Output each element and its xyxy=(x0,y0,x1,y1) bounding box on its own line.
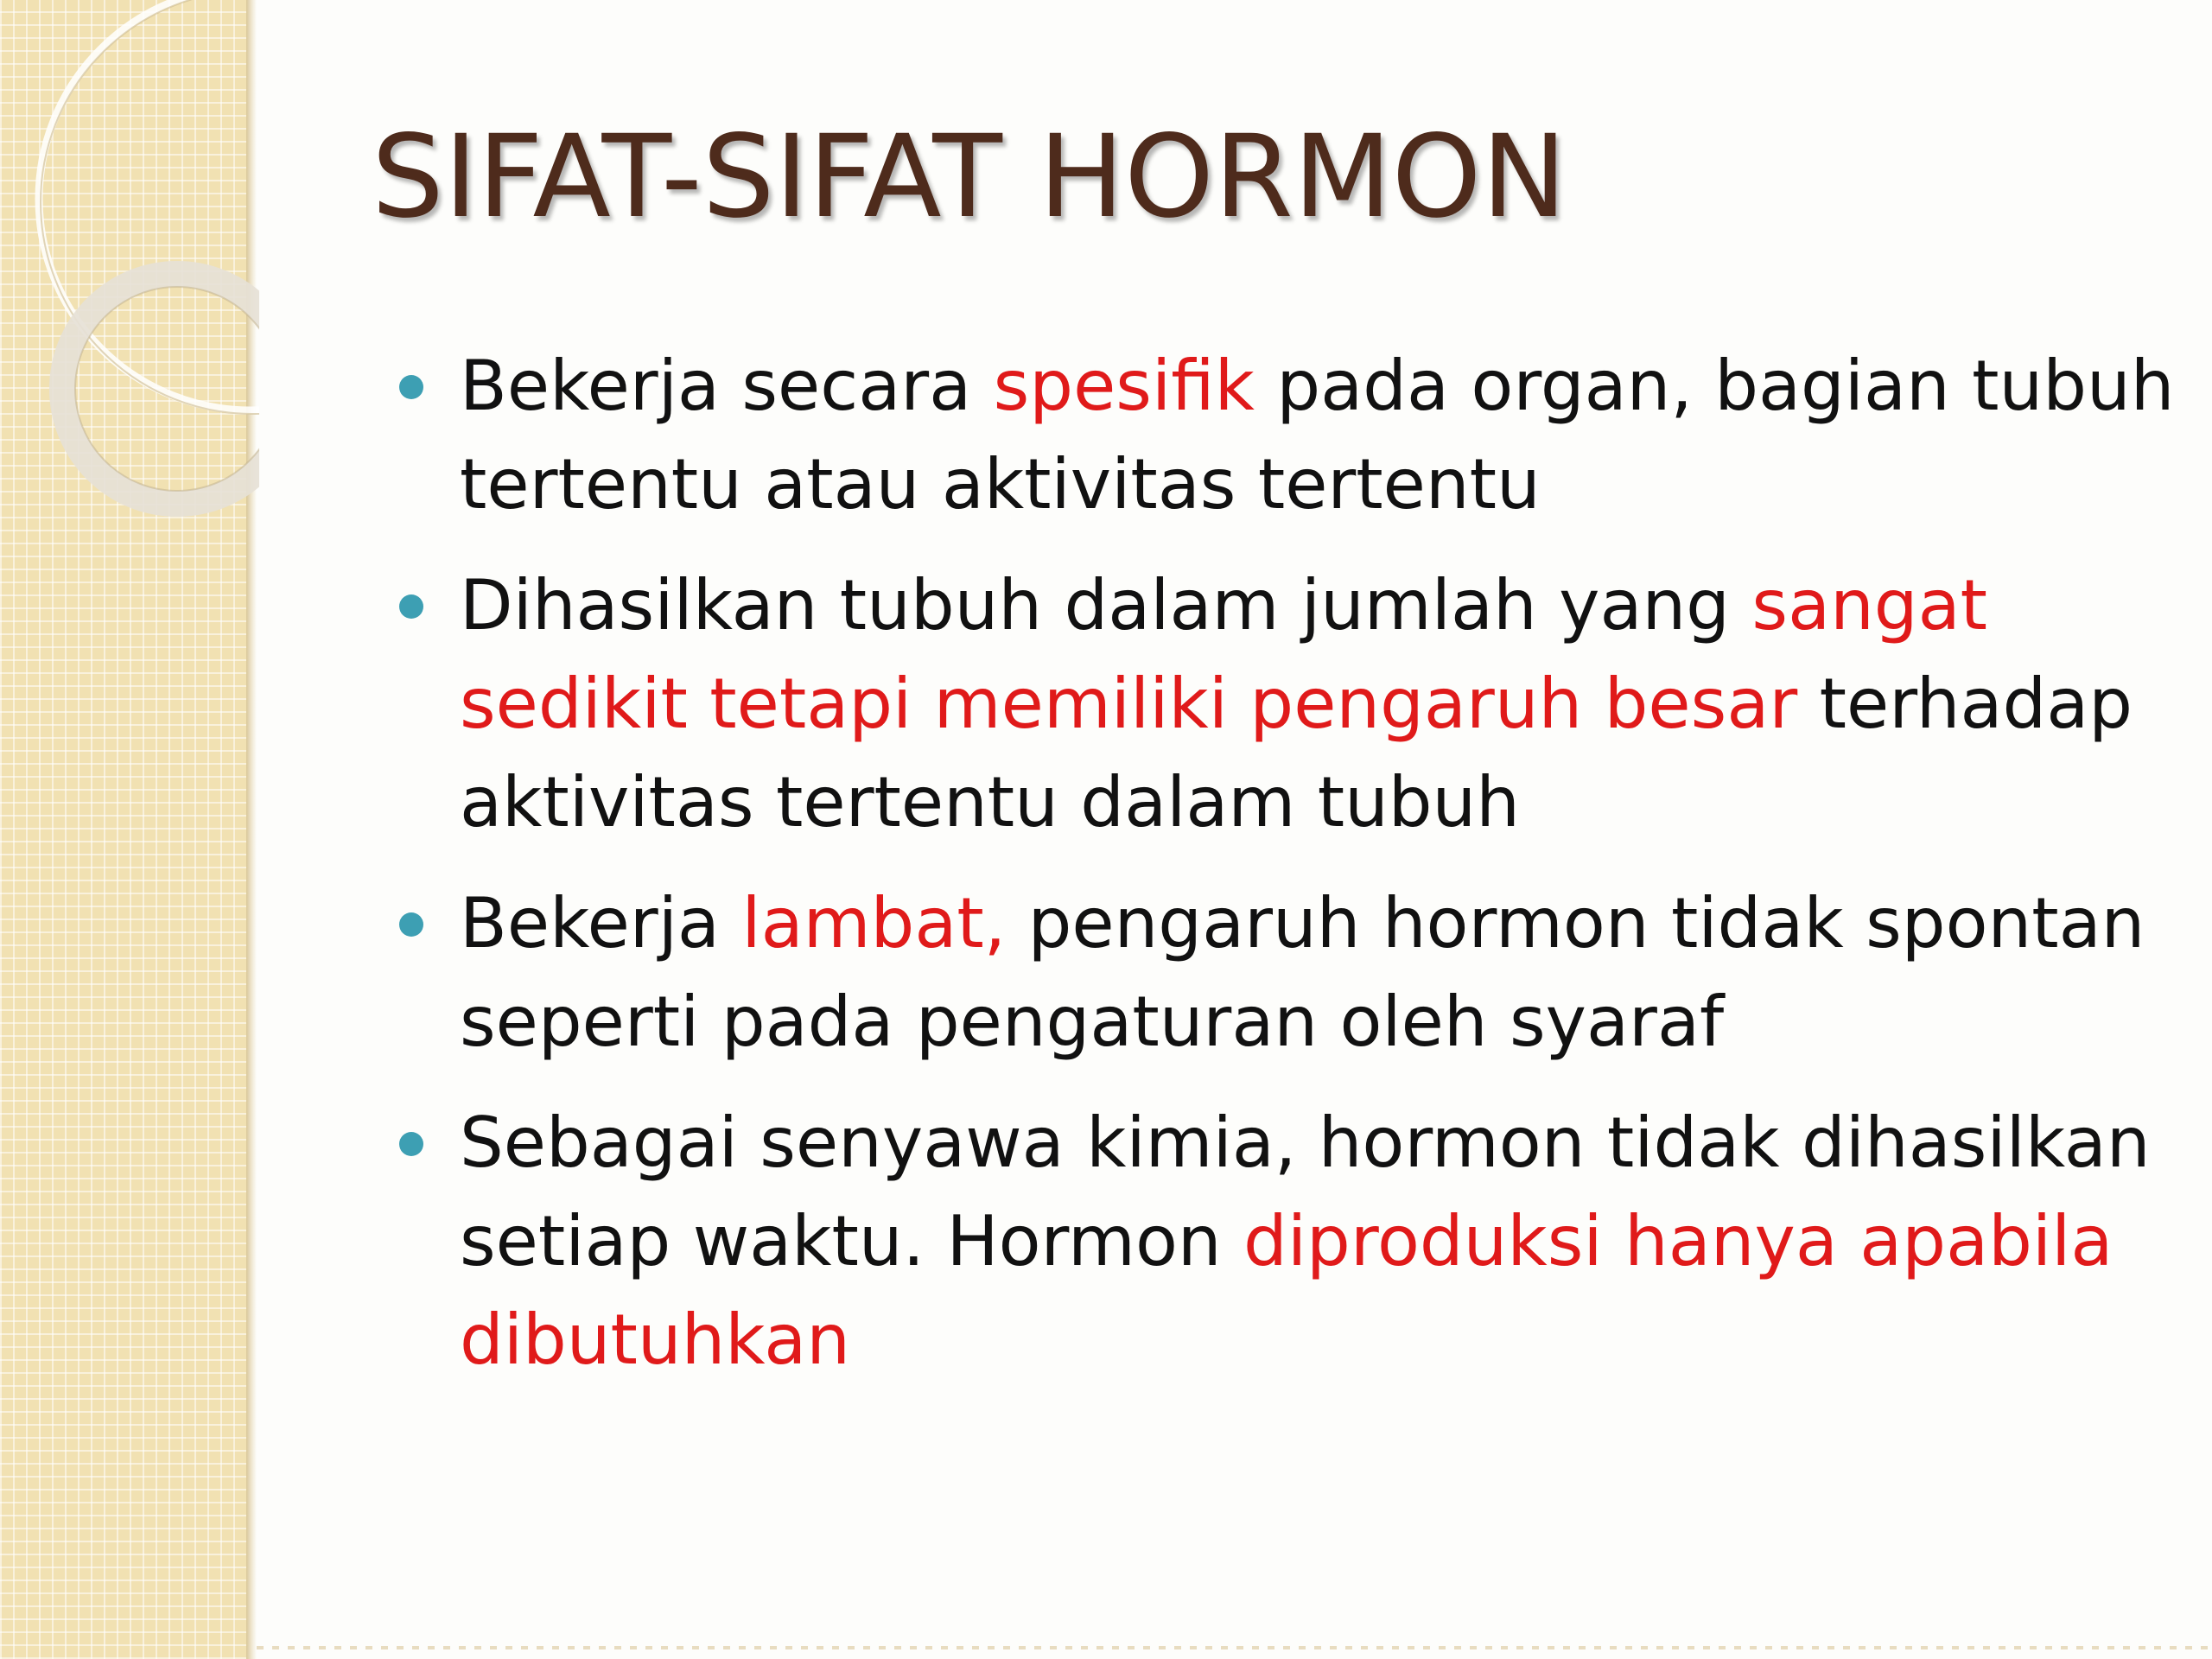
bullet-list xyxy=(389,337,2195,1412)
bottom-dotted-line xyxy=(257,1646,2212,1649)
decorative-rings xyxy=(0,0,259,553)
bullet-item xyxy=(389,874,2195,1071)
highlighted-text: lambat, xyxy=(741,883,1007,963)
body-text: Sebagai senyawa kimia, hormon tidak dihasilkan setiap waktu. Hormon xyxy=(460,1103,2151,1281)
body-text: Bekerja secara xyxy=(460,346,994,426)
bullet-dot-icon xyxy=(399,912,423,937)
bullet-dot-icon xyxy=(399,375,423,399)
slide-title: SIFAT-SIFAT HORMON xyxy=(372,111,1567,244)
body-text: pada organ, bagian tubuh tertentu atau aktivitas tertentu xyxy=(460,346,2175,524)
highlighted-text: sangat sedikit tetapi memiliki pengaruh besar xyxy=(460,565,1987,744)
highlighted-text: spesifik xyxy=(993,346,1255,426)
bullet-dot-icon xyxy=(399,1132,423,1156)
bullet-item xyxy=(389,1094,2195,1389)
body-text: Bekerja xyxy=(460,883,742,963)
bullet-item xyxy=(389,337,2195,534)
body-text: terhadap aktivitas tertentu dalam tubuh xyxy=(460,664,2133,842)
bullet-item xyxy=(389,556,2195,852)
highlighted-text: diproduksi hanya apabila dibutuhkan xyxy=(460,1201,2113,1380)
body-text: Dihasilkan tubuh dalam jumlah yang xyxy=(460,565,1752,645)
bullet-dot-icon xyxy=(399,594,423,619)
body-text: pengaruh hormon tidak spontan seperti pada pengaturan oleh syaraf xyxy=(460,883,2145,1062)
